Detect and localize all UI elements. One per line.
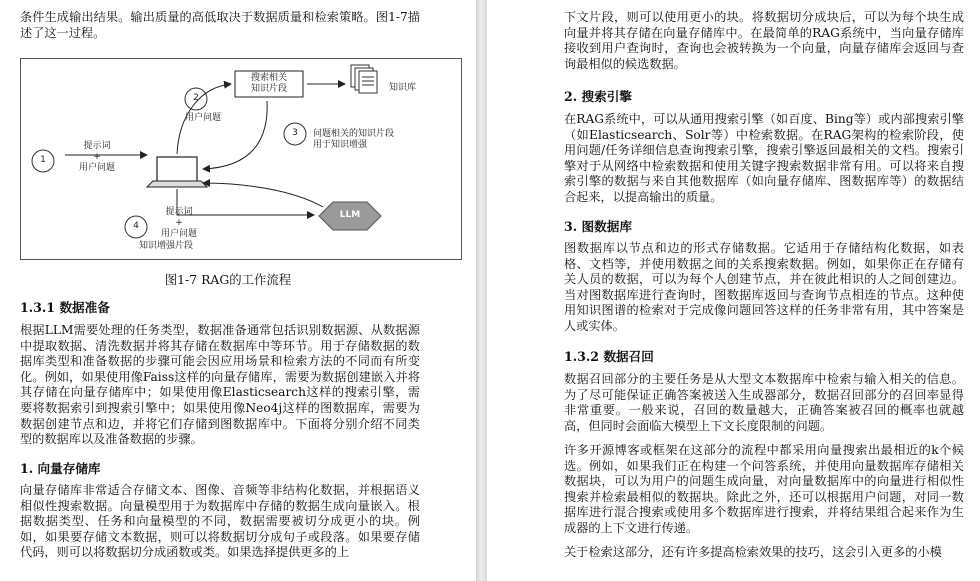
retrieval-tips-paragraph: 关于检索这部分，还有许多提高检索效果的技巧，这会引入更多的小模 xyxy=(564,545,942,559)
augmented-chunks-label: 知识增强片段 xyxy=(139,241,194,251)
vector-store-paragraph: 向量存储库非常适合存储文本、图像、音频等非结构化数据，并根据语义相似性搜索数据。向量模型用于为数据库中存储的数据生成向量嵌入。根据数据类型、任务和向量模型的不同，数据需要被切分成更小的块。例如，如果要存储文本数据，则可以将数据切分成句子或段落。如果要存储代码，则可以将数据切分成函数或类。如果选择提供更多的上 xyxy=(20,483,420,560)
documents-icon xyxy=(351,65,377,93)
graph-database-paragraph: 图数据库以节点和边的形式存储数据。它适用于存储结构化数据，如表格、文档等，并使用数据之间的关系搜索数据。例如，如果你正在存储有关人员的数据，可以为每个人创建节点，并在彼此相识的人之间创建边。当对图数据库进行查询时，图数据库返回与查询节点相连的节点。这种使用知识图谱的检索对于完成像问题回答这样的任务非常有用，其中答案是人或实体。 xyxy=(564,241,964,333)
recall-example-paragraph: 许多开源博客或框架在这部分的流程中都采用向量搜索出最相近的k个候选。例如，如果我们正在构建一个问答系统，并使用向量数据库存储相关数据块，可以为用户的问题生成向量，对向量数据库中的向量进行相似性搜索并检索最相似的数据块。除此之外，还可以根据用户问题，对同一数据库进行混合搜索或使用多个数据库进行搜索，并将结果组合起来作为生成器的上下文进行传递。 xyxy=(564,443,964,535)
section-heading-131: 1.3.1 数据准备 xyxy=(20,300,110,315)
heading-graph-database: 3. 图数据库 xyxy=(564,219,632,234)
knowledge-base-label: 知识库 xyxy=(389,83,417,93)
figure-caption: 图1-7 RAG的工作流程 xyxy=(164,272,292,287)
relevant-chunks-label: 问题相关的知识片段 用于知识增强 xyxy=(313,129,395,150)
arrow-llm-to-laptop xyxy=(203,183,323,207)
llm-label: LLM xyxy=(339,210,361,220)
search-chunk-label: 搜索相关 知识片段 xyxy=(250,73,287,94)
data-prep-paragraph: 根据LLM需要处理的任务类型，数据准备通常包括识别数据源、从数据源中提取数据、清洗数据并将其存储在数据库中等环节。用于存储数据的数据库类型和准备数据的步骤可能会因应用场景和检索方法的不同而有所变化。例如，如果使用像Faiss这样的向量存储库，需要为数据创建嵌入并将其存储在向量存储库中；如果使用像Elasticsearch这样的搜索引擎，需要将数据索引到搜索引擎中；如果使用像Neo4j这样的图数据库，需要为数据创建节点和边，并将它们存储到图数据库中。下面将分别介绍不同类型的数据库以及准备数据的步骤。 xyxy=(20,323,420,447)
prompt-question-label-2: 提示词 + 用户问题 xyxy=(160,207,197,239)
step-number-2: 2 xyxy=(193,93,199,103)
heading-vector-store: 1. 向量存储库 xyxy=(20,461,101,476)
user-question-label: 用户问题 xyxy=(185,113,222,123)
step-number-1: 1 xyxy=(40,155,46,165)
section-heading-132: 1.3.2 数据召回 xyxy=(564,349,654,364)
right-page xyxy=(487,0,980,581)
data-recall-paragraph: 数据召回部分的主要任务是从大型文本数据库中检索与输入相关的信息。为了尽可能保证正确答案被送入生成器部分，数据召回部分的召回率显得非常重要。一般来说，召回的数量越大，正确答案被召回的概率也就越高，但同时会面临大模型上下文长度限制的问题。 xyxy=(564,372,964,433)
left-page xyxy=(0,0,476,581)
step-number-3: 3 xyxy=(292,128,298,138)
intro-paragraph: 条件生成输出结果。输出质量的高低取决于数据质量和检索策略。图1-7描述了这一过程。 xyxy=(20,10,420,40)
step-number-4: 4 xyxy=(133,221,139,231)
book-gutter xyxy=(476,0,487,581)
vector-store-continued-paragraph: 下文片段，则可以使用更小的块。将数据切分成块后，可以为每个块生成向量并将其存储在向量存储库中。在最简单的RAG系统中，当向量存储库接收到用户查询时，查询也会被转换为一个向量，向量存储库会返回与查询最相似的候选数据。 xyxy=(564,10,964,71)
prompt-question-label: 提示词 + 用户问题 xyxy=(78,141,115,173)
arrow-chunks-to-laptop xyxy=(203,101,267,169)
search-engine-paragraph: 在RAG系统中，可以从通用搜索引擎（如百度、Bing等）或内部搜索引擎（如Elasticsearch、Solr等）中检索数据。在RAG架构的检索阶段，使用问题/任务详细信息查询搜索引擎，搜索引擎返回最相关的文档。搜索引擎对于从网络中检索数据和使用关键字搜索数据非常有用。可以将来自搜索引擎的数据与来自其他数据库（如向量存储库、图数据库等）的数据结合起来，以提高输出的质量。 xyxy=(564,112,964,204)
rag-workflow-figure xyxy=(20,58,462,260)
laptop-icon xyxy=(147,157,207,187)
heading-search-engine: 2. 搜索引擎 xyxy=(564,89,632,104)
